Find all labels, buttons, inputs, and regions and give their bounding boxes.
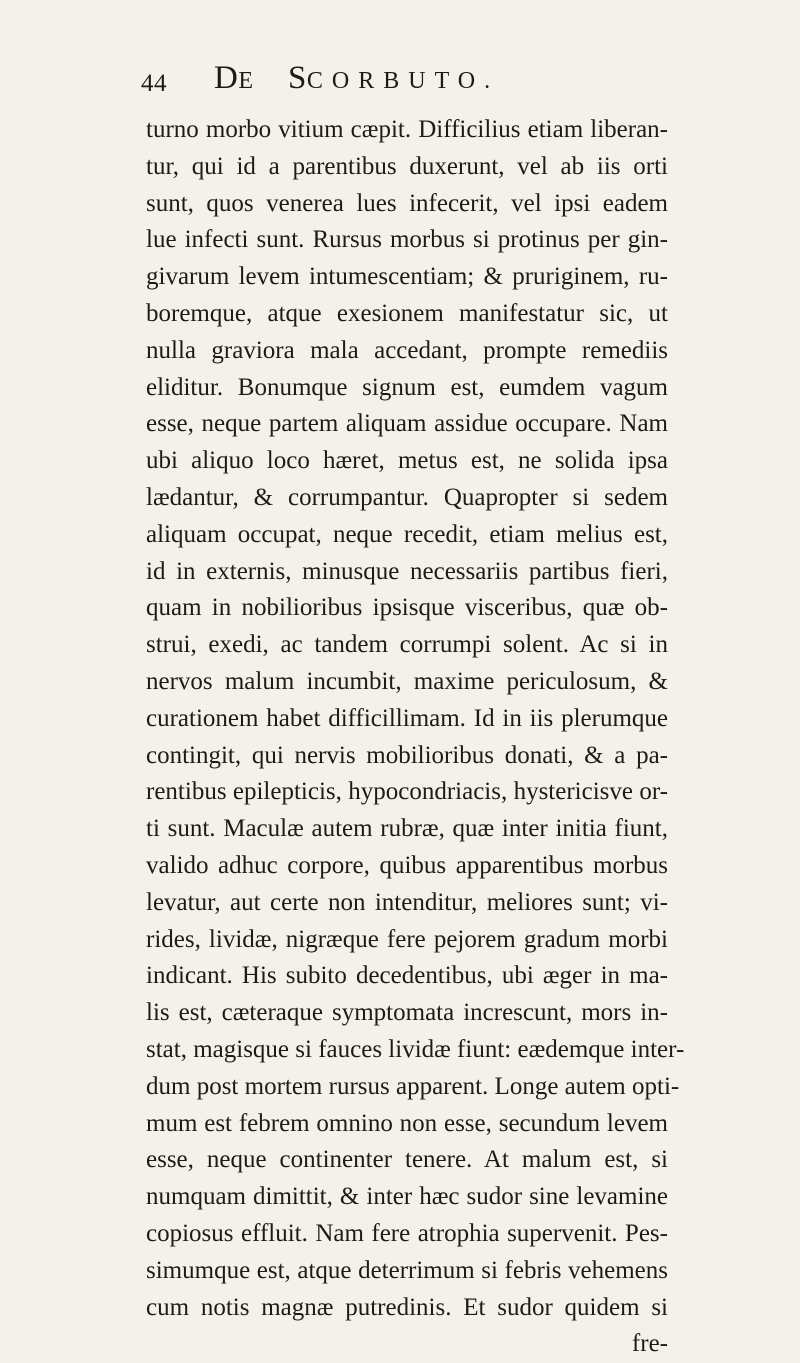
text-line: indicant. His subito decedentibus, ubi æger in ma- (146, 962, 668, 990)
text-line: numquam dimittit, & inter hæc sudor sine levamine (146, 1183, 668, 1211)
text-line: rides, lividæ, nigræque fere pejorem gradum morbi (146, 925, 668, 953)
page-number: 44 (141, 70, 167, 97)
text-line: contingit, qui nervis mobilioribus donati, & a pa- (146, 741, 668, 769)
text-line: stat, magisque si fauces lividæ fiunt: eædemque inter- (146, 1035, 685, 1063)
text-line: levatur, aut certe non intenditur, meliores sunt; vi- (146, 888, 668, 916)
running-head (214, 60, 499, 97)
text-line: simumque est, atque deterrimum si febris vehemens (146, 1256, 668, 1284)
text-line: aliquam occupat, neque recedit, etiam melius est, (146, 520, 668, 548)
text-line: turno morbo vitium cæpit. Difficilius etiam liberan- (146, 116, 668, 143)
text-line: nulla graviora mala accedant, prompte remediis (146, 336, 668, 364)
text-line: ubi aliquo loco hæret, metus est, ne solida ipsa (146, 447, 668, 475)
body-text (146, 112, 685, 1363)
text-line: curationem habet difficillimam. Id in iis plerumque (146, 704, 668, 732)
text-line: cum notis magnæ putredinis. Et sudor quidem si (146, 1293, 668, 1321)
text-line: tur, qui id a parentibus duxerunt, vel ab iis orti (146, 152, 668, 180)
text-line: strui, exedi, ac tandem corrumpi solent. Ac si in (146, 631, 668, 659)
text-line: esse, neque continenter tenere. At malum est, si (146, 1146, 668, 1174)
running-head-corbuto: CORBUTO. (306, 68, 500, 94)
text-line: lue infecti sunt. Rursus morbus si protinus per gin- (146, 226, 668, 254)
text-line: eliditur. Bonumque signum est, eumdem vagum (146, 373, 668, 401)
text-line: quam in nobilioribus ipsisque visceribus, quæ ob- (146, 594, 668, 622)
catchword: fre- (631, 1330, 668, 1358)
text-line: ti sunt. Maculæ autem rubræ, quæ inter initia fiunt, (146, 815, 668, 843)
text-line: boremque, atque exesionem manifestatur sic, ut (146, 299, 668, 327)
text-line: rentibus epilepticis, hypocondriacis, hystericisve or- (146, 778, 668, 806)
running-head-initial-d: D (214, 60, 239, 96)
running-head-initial-s: S (288, 60, 307, 96)
text-line: dum post mortem rursus apparent. Longe autem opti- (146, 1072, 680, 1100)
text-line: mum est febrem omnino non esse, secundum levem (146, 1109, 668, 1137)
text-line: nervos malum incumbit, maxime periculosum, & (146, 667, 668, 695)
text-line: copiosus effluit. Nam fere atrophia supervenit. Pes- (146, 1219, 668, 1247)
text-line: lædantur, & corrumpantur. Quapropter si sedem (146, 483, 668, 511)
text-line: id in externis, minusque necessariis partibus fieri, (146, 557, 668, 585)
text-line: sunt, quos venerea lues infecerit, vel ipsi eadem (146, 189, 668, 217)
text-line: esse, neque partem aliquam assidue occupare. Nam (146, 410, 668, 438)
running-head-e: E (238, 68, 263, 94)
text-line: lis est, cæteraque symptomata increscunt, mors in- (146, 999, 668, 1027)
text-line: valido adhuc corpore, quibus apparentibus morbus (146, 851, 668, 879)
text-line: givarum levem intumescentiam; & pruriginem, ru- (146, 263, 668, 291)
